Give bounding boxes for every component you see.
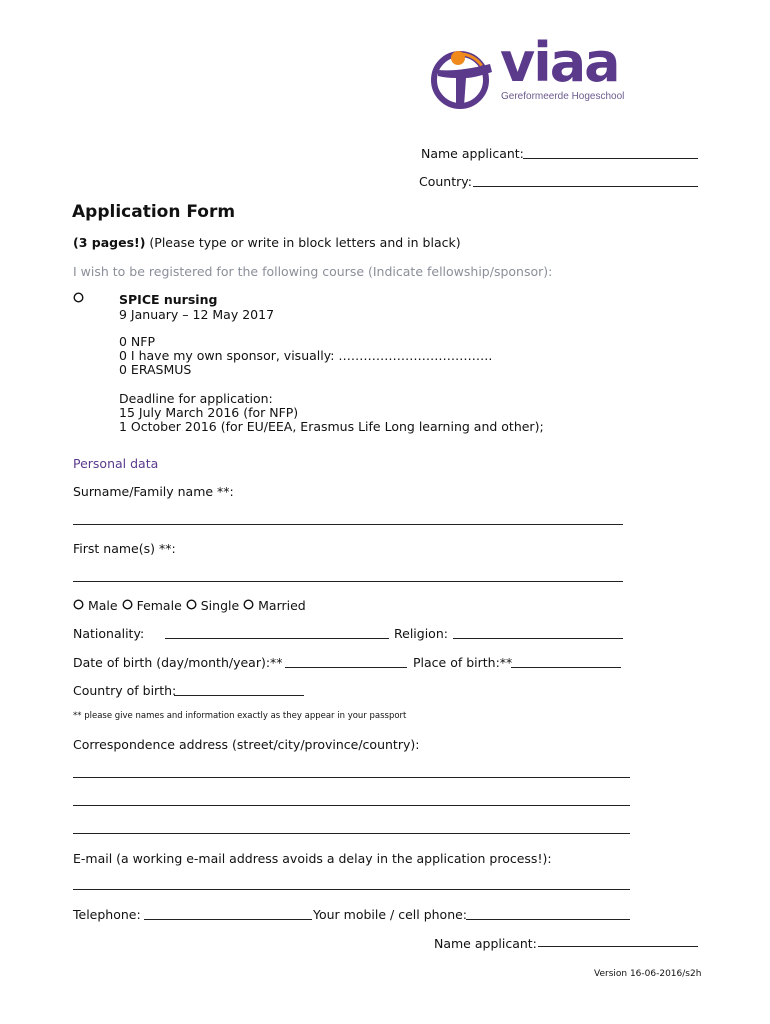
surname-label: Surname/Family name **: (73, 484, 234, 499)
mobile-label: Your mobile / cell phone: (313, 907, 468, 922)
email-label: E-mail (a working e-mail address avoids a delay in the application process!): (73, 851, 552, 866)
viaa-figure-icon (428, 42, 500, 114)
dob-label: Date of birth (day/month/year):** (73, 655, 283, 670)
address-field-line-3[interactable] (73, 833, 630, 834)
cob-label: Country of birth: (73, 683, 177, 698)
header-country-field[interactable] (473, 186, 698, 187)
course-option-erasmus[interactable]: 0 ERASMUS (119, 362, 192, 377)
pob-field[interactable] (511, 667, 621, 668)
intro-bold: (3 pages!) (73, 235, 146, 250)
radio-single-label: Single (200, 598, 240, 613)
radio-female-label: Female (136, 598, 182, 613)
dob-field[interactable] (285, 667, 407, 668)
deadline-nfp: 15 July March 2016 (for NFP) (119, 405, 299, 420)
deadline-eu: 1 October 2016 (for EU/EEA, Erasmus Life Long learning and other); (119, 419, 544, 434)
radio-circle-icon (243, 599, 254, 610)
radio-male[interactable] (73, 598, 118, 613)
surname-field[interactable] (73, 524, 623, 525)
radio-circle-icon (186, 599, 197, 610)
footer-name-applicant-field[interactable] (538, 946, 698, 947)
email-field[interactable] (73, 889, 630, 890)
radio-circle-icon (73, 599, 84, 610)
course-option-nfp[interactable]: 0 NFP (119, 334, 156, 349)
logo-wordmark: viaa (500, 31, 619, 94)
header-country-label: Country: (419, 174, 472, 189)
radio-married[interactable] (243, 598, 306, 613)
radio-male-label: Male (87, 598, 118, 613)
radio-married-label: Married (258, 598, 306, 613)
address-label: Correspondence address (street/city/province/country): (73, 737, 420, 752)
nationality-label: Nationality: (73, 626, 145, 641)
address-field-line-2[interactable] (73, 805, 630, 806)
page-title: Application Form (72, 202, 236, 222)
footer-name-applicant-label: Name applicant: (434, 936, 537, 951)
radio-female[interactable] (122, 598, 182, 613)
mobile-field[interactable] (466, 919, 630, 920)
radio-circle-icon (122, 599, 133, 610)
gender-status-options (73, 598, 306, 613)
firstname-label: First name(s) **: (73, 541, 176, 556)
address-field-line-1[interactable] (73, 777, 630, 778)
intro-rest: (Please type or write in block letters and in black) (145, 235, 461, 250)
personal-data-heading: Personal data (73, 456, 159, 471)
radio-circle-icon[interactable] (73, 292, 84, 306)
logo-subtitle: Gereformeerde Hogeschool (501, 91, 625, 102)
religion-field[interactable] (453, 638, 623, 639)
header-name-applicant-field[interactable] (523, 158, 698, 159)
header-name-applicant-label: Name applicant: (421, 146, 524, 161)
course-dates: 9 January – 12 May 2017 (119, 307, 275, 322)
viaa-logo (428, 31, 628, 114)
cob-field[interactable] (174, 695, 304, 696)
religion-label: Religion: (394, 626, 448, 641)
passport-footnote: ** please give names and information exactly as they appear in your passport (73, 711, 407, 721)
telephone-field[interactable] (144, 919, 312, 920)
pob-label: Place of birth:** (413, 655, 513, 670)
radio-single[interactable] (186, 598, 239, 613)
version-label: Version 16-06-2016/s2h (594, 969, 702, 979)
course-heading: I wish to be registered for the following course (Indicate fellowship/sponsor): (73, 264, 553, 279)
course-option-own-sponsor[interactable]: 0 I have my own sponsor, visually: ………………………………. (119, 348, 493, 363)
firstname-field[interactable] (73, 581, 623, 582)
course-name: SPICE nursing (119, 292, 218, 307)
nationality-field[interactable] (165, 638, 389, 639)
deadline-label: Deadline for application: (119, 391, 273, 406)
intro-text (73, 235, 461, 250)
telephone-label: Telephone: (73, 907, 141, 922)
